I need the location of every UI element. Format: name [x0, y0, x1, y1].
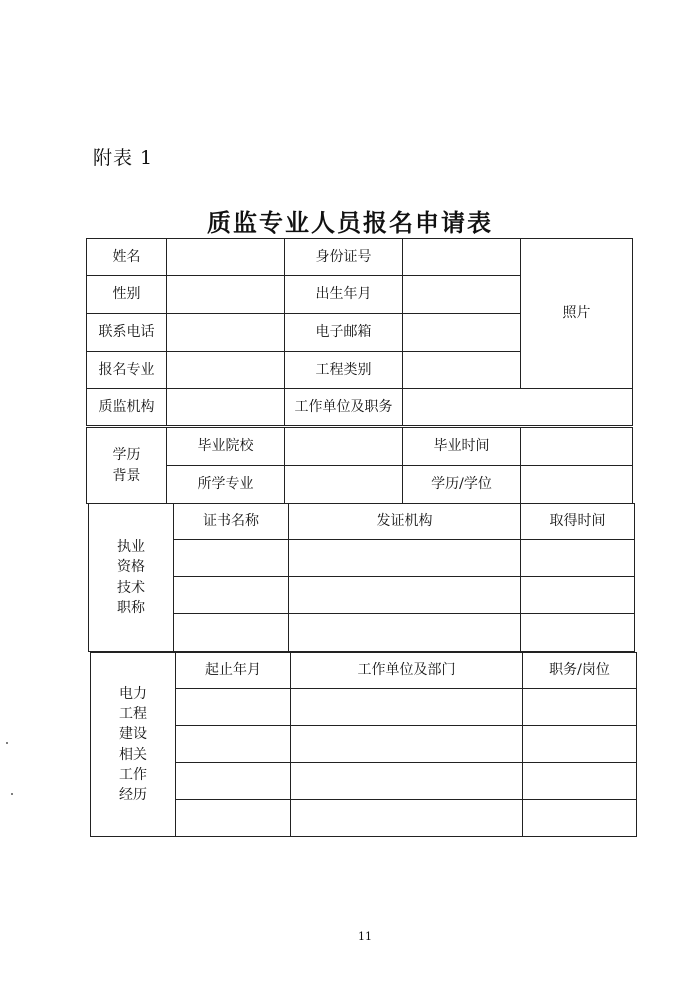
issuer-field[interactable] [289, 614, 521, 652]
cert-name-field[interactable] [174, 614, 289, 652]
cert-name-field[interactable] [174, 577, 289, 614]
qualifications-section-label: 执业资格技术职称 [89, 504, 174, 652]
basic-info-table [86, 238, 633, 426]
name-label: 姓名 [87, 239, 167, 276]
id-number-label: 身份证号 [285, 239, 403, 276]
email-label: 电子邮箱 [285, 314, 403, 352]
education-section-label: 学历背景 [87, 428, 167, 504]
employer-dept-field[interactable] [291, 689, 523, 726]
education-table [86, 427, 633, 504]
email-field[interactable] [403, 314, 521, 352]
birth-date-field[interactable] [403, 276, 521, 314]
employer-dept-field[interactable] [291, 763, 523, 800]
school-label: 毕业院校 [167, 428, 285, 466]
project-category-label: 工程类别 [285, 352, 403, 389]
studied-major-label: 所学专业 [167, 466, 285, 504]
col-issuer: 发证机构 [289, 504, 521, 540]
scan-speck [6, 742, 8, 744]
employer-position-field[interactable] [403, 389, 633, 426]
issuer-field[interactable] [289, 577, 521, 614]
position-field[interactable] [523, 726, 637, 763]
col-cert-name: 证书名称 [174, 504, 289, 540]
position-field[interactable] [523, 763, 637, 800]
obtained-date-field[interactable] [521, 540, 635, 577]
applied-major-label: 报名专业 [87, 352, 167, 389]
form-title: 质监专业人员报名申请表 [207, 208, 493, 237]
studied-major-field[interactable] [285, 466, 403, 504]
employer-position-label: 工作单位及职务 [285, 389, 403, 426]
employer-dept-field[interactable] [291, 800, 523, 837]
period-field[interactable] [176, 763, 291, 800]
employer-dept-field[interactable] [291, 726, 523, 763]
obtained-date-field[interactable] [521, 577, 635, 614]
position-field[interactable] [523, 800, 637, 837]
cert-name-field[interactable] [174, 540, 289, 577]
period-field[interactable] [176, 689, 291, 726]
agency-field[interactable] [167, 389, 285, 426]
phone-field[interactable] [167, 314, 285, 352]
position-field[interactable] [523, 689, 637, 726]
id-number-field[interactable] [403, 239, 521, 276]
degree-label: 学历/学位 [403, 466, 521, 504]
col-position: 职务/岗位 [523, 653, 637, 689]
agency-label: 质监机构 [87, 389, 167, 426]
graduation-time-label: 毕业时间 [403, 428, 521, 466]
experience-section-label: 电力工程建设相关工作经历 [91, 653, 176, 837]
graduation-time-field[interactable] [521, 428, 633, 466]
period-field[interactable] [176, 726, 291, 763]
project-category-field[interactable] [403, 352, 521, 389]
gender-label: 性别 [87, 276, 167, 314]
page-number: 11 [358, 930, 372, 943]
photo-box[interactable]: 照片 [521, 239, 633, 389]
experience-table [90, 652, 637, 837]
period-field[interactable] [176, 800, 291, 837]
obtained-date-field[interactable] [521, 614, 635, 652]
scan-speck [11, 793, 13, 795]
gender-field[interactable] [167, 276, 285, 314]
col-period: 起止年月 [176, 653, 291, 689]
birth-date-label: 出生年月 [285, 276, 403, 314]
applied-major-field[interactable] [167, 352, 285, 389]
degree-field[interactable] [521, 466, 633, 504]
name-field[interactable] [167, 239, 285, 276]
phone-label: 联系电话 [87, 314, 167, 352]
col-obtained-date: 取得时间 [521, 504, 635, 540]
issuer-field[interactable] [289, 540, 521, 577]
school-field[interactable] [285, 428, 403, 466]
qualifications-table [88, 503, 635, 652]
col-employer-dept: 工作单位及部门 [291, 653, 523, 689]
attachment-label: 附表 1 [93, 147, 154, 169]
